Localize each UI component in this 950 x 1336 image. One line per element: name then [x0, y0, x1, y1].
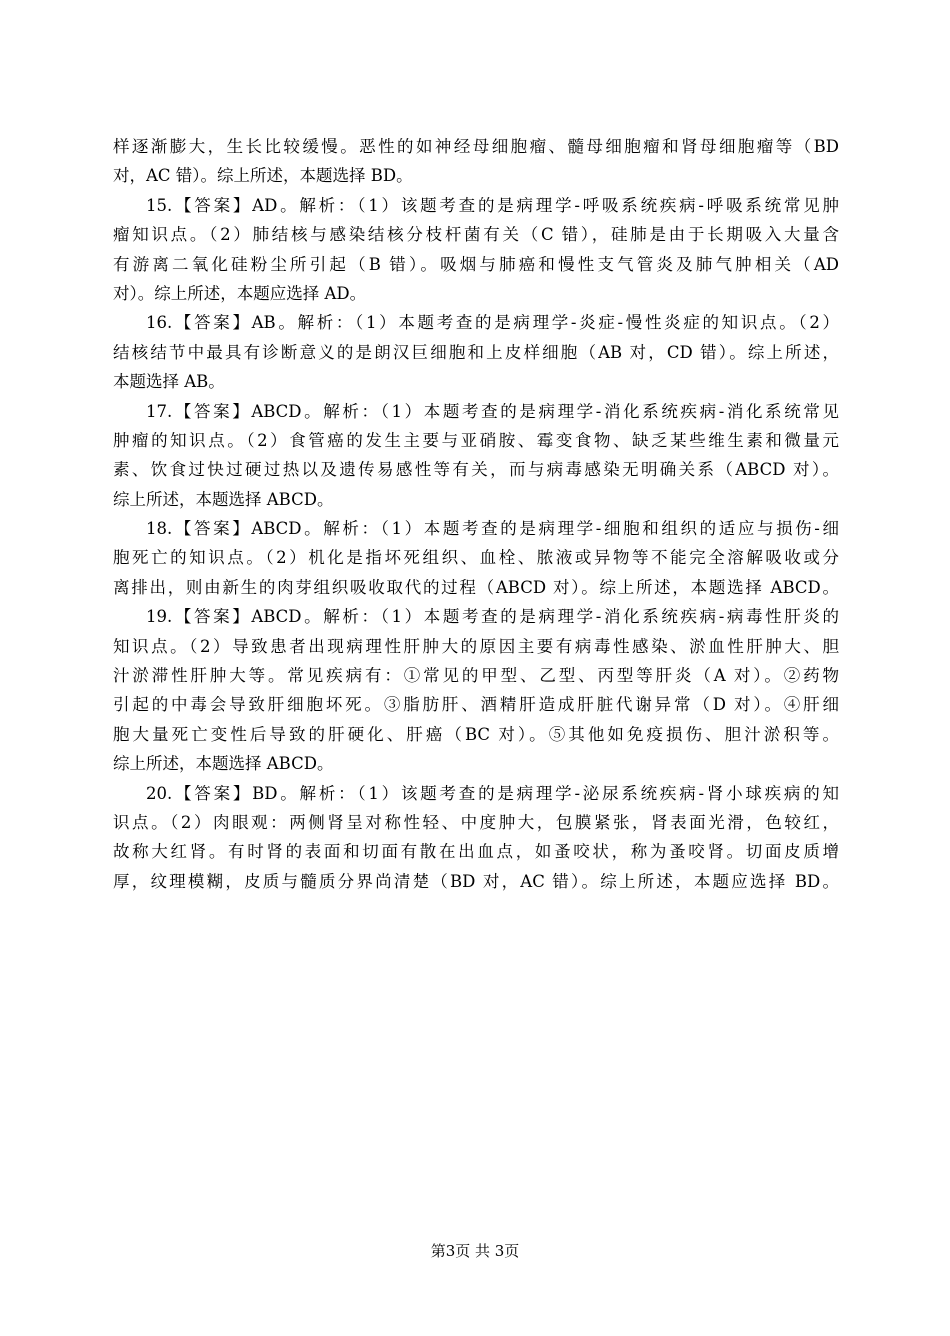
answer-19-heading: 19.【答案】ABCD。解析：（1）本题考查的是病理学-消化系统疾病-病毒性肝炎的	[146, 607, 839, 627]
page-number: 第3页 共 3页	[430, 1242, 520, 1260]
text-line: 厚，纹理模糊，皮质与髓质分界尚清楚（BD 对，AC 错）。综上所述，本题应选择 BD。	[113, 871, 839, 891]
text-line: 胞死亡的知识点。（2）机化是指坏死组织、血栓、脓液或异物等不能完全溶解吸收或分	[113, 548, 839, 568]
text-line: 故称大红肾。有时肾的表面和切面有散在出血点，如蚤咬状，称为蚤咬肾。切面皮质增	[113, 842, 839, 862]
text-line: 本题选择 AB。	[113, 372, 225, 392]
answer-16-heading: 16.【答案】AB。解析：（1）本题考查的是病理学-炎症-慢性炎症的知识点。（2）	[146, 313, 839, 333]
text-line: 汁淤滞性肝肿大等。常见疾病有：①常见的甲型、乙型、丙型等肝炎（A 对）。②药物	[113, 666, 839, 686]
text-line: 综上所述，本题选择 ABCD。	[113, 754, 334, 774]
text-line: 肿瘤的知识点。（2）食管癌的发生主要与亚硝胺、霉变食物、缺乏某些维生素和微量元	[113, 430, 839, 450]
document-body	[113, 132, 839, 896]
text-line: 离排出，则由新生的肉芽组织吸收取代的过程（ABCD 对）。综上所述，本题选择 ABCD。	[113, 577, 839, 597]
answer-15-heading: 15.【答案】AD。解析：（1）该题考查的是病理学-呼吸系统疾病-呼吸系统常见肿	[146, 195, 839, 215]
text-line: 知识点。（2）导致患者出现病理性肝肿大的原因主要有病毒性感染、淤血性肝肿大、胆	[113, 636, 839, 656]
text-line: 样逐渐膨大，生长比较缓慢。恶性的如神经母细胞瘤、髓母细胞瘤和肾母细胞瘤等（BD	[113, 137, 839, 156]
text-line: 综上所述，本题选择 ABCD。	[113, 489, 334, 509]
answer-20-heading: 20.【答案】BD。解析：（1）该题考查的是病理学-泌尿系统疾病-肾小球疾病的知	[146, 783, 839, 803]
answer-18-heading: 18.【答案】ABCD。解析：（1）本题考查的是病理学-细胞和组织的适应与损伤-细	[146, 519, 839, 539]
text-line: 结核结节中最具有诊断意义的是朗汉巨细胞和上皮样细胞（AB 对，CD 错）。综上所述，	[113, 342, 839, 362]
answer-17-heading: 17.【答案】ABCD。解析：（1）本题考查的是病理学-消化系统疾病-消化系统常见	[146, 401, 839, 421]
text-line: 素、饮食过快过硬过热以及遗传易感性等有关，而与病毒感染无明确关系（ABCD 对）。	[113, 460, 839, 480]
text-line: 胞大量死亡变性后导致的肝硬化、肝癌（BC 对）。⑤其他如免疫损伤、胆汁淤积等。	[113, 724, 839, 744]
text-line: 瘤知识点。（2）肺结核与感染结核分枝杆菌有关（C 错），硅肺是由于长期吸入大量含	[113, 225, 839, 245]
text-line: 对）。综上所述，本题应选择 AD。	[113, 283, 367, 303]
text-line: 识点。（2）肉眼观：两侧肾呈对称性轻、中度肿大，包膜紧张，肾表面光滑，色较红，	[113, 812, 839, 832]
text-line: 引起的中毒会导致肝细胞坏死。③脂肪肝、酒精肝造成肝脏代谢异常（D 对）。④肝细	[113, 695, 839, 715]
text-line: 对，AC 错）。综上所述，本题选择 BD。	[113, 166, 413, 186]
text-line: 有游离二氧化硅粉尘所引起（B 错）。吸烟与肺癌和慢性支气管炎及肺气肿相关（AD	[113, 254, 839, 274]
